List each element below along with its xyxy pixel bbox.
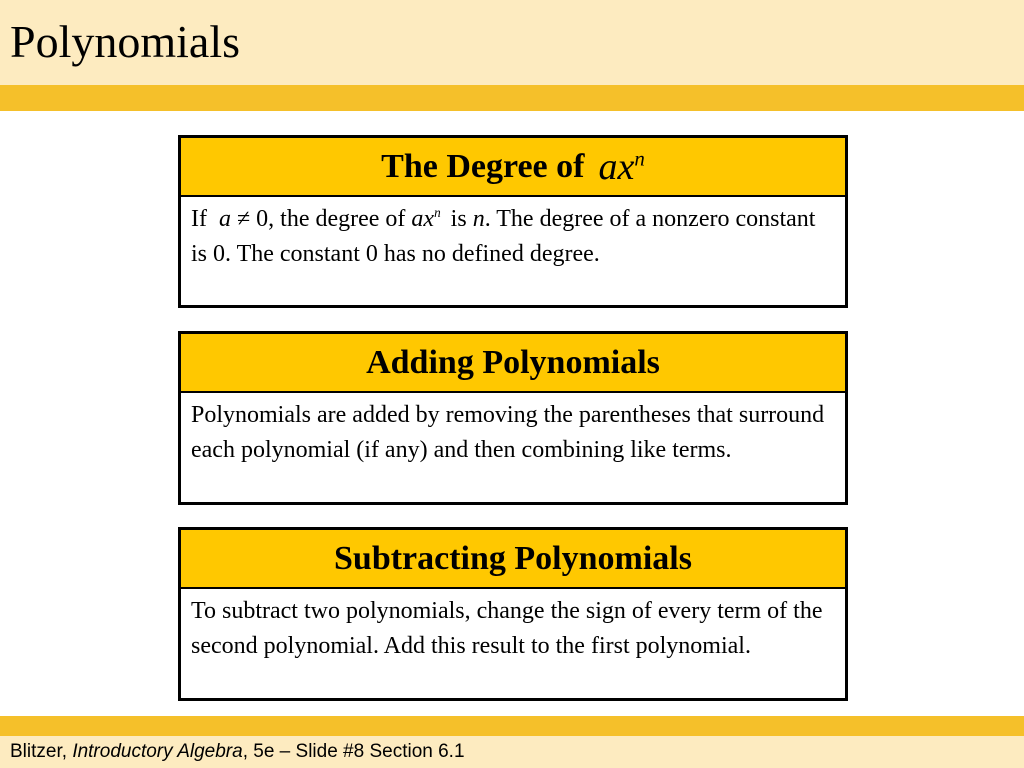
degree-box-header-text: The Degree of	[381, 147, 585, 185]
degree-definition-box	[178, 135, 848, 308]
adding-box-body: Polynomials are added by removing the parentheses that surround each polynomial (if any) and then combining like terms.	[191, 402, 825, 463]
accent-bar-bottom	[0, 716, 1024, 736]
condition-variable: a	[218, 206, 231, 232]
accent-bar-top	[0, 85, 1024, 111]
footer-citation	[10, 741, 465, 763]
subtracting-polynomials-box	[178, 527, 848, 701]
footer-book-title: Introductory Algebra	[72, 741, 243, 762]
subtracting-box-header: Subtracting Polynomials	[181, 530, 845, 589]
degree-text-part3: . The degree of a nonzero constant is 0. The constant 0 has no defined degree.	[191, 206, 816, 267]
inline-math-base: ax	[411, 206, 435, 232]
header-math-exponent: n	[634, 145, 645, 170]
degree-box-body	[181, 197, 845, 272]
degree-inline-math	[411, 206, 440, 232]
header-math-base: ax	[598, 145, 635, 188]
degree-text-part2: is	[450, 206, 467, 232]
degree-box-header-math	[598, 145, 644, 189]
inline-math-exponent: n	[434, 205, 441, 220]
subtracting-box-body: To subtract two polynomials, change the sign of every term of the second polynomial. Add this result to the first polynomial.	[191, 598, 823, 659]
condition-operator: ≠	[236, 206, 251, 232]
degree-box-header	[181, 138, 845, 197]
slide-title: Polynomials	[10, 16, 241, 67]
footer-author: Blitzer,	[10, 741, 73, 762]
degree-text-part1: , the degree of	[268, 206, 406, 232]
degree-variable: n	[472, 206, 485, 232]
adding-polynomials-box	[178, 331, 848, 505]
condition-value: 0	[256, 206, 269, 232]
adding-box-header: Adding Polynomials	[181, 334, 845, 393]
footer-slide-info: , 5e – Slide #8 Section 6.1	[242, 741, 465, 762]
degree-if-word: If	[191, 206, 207, 232]
